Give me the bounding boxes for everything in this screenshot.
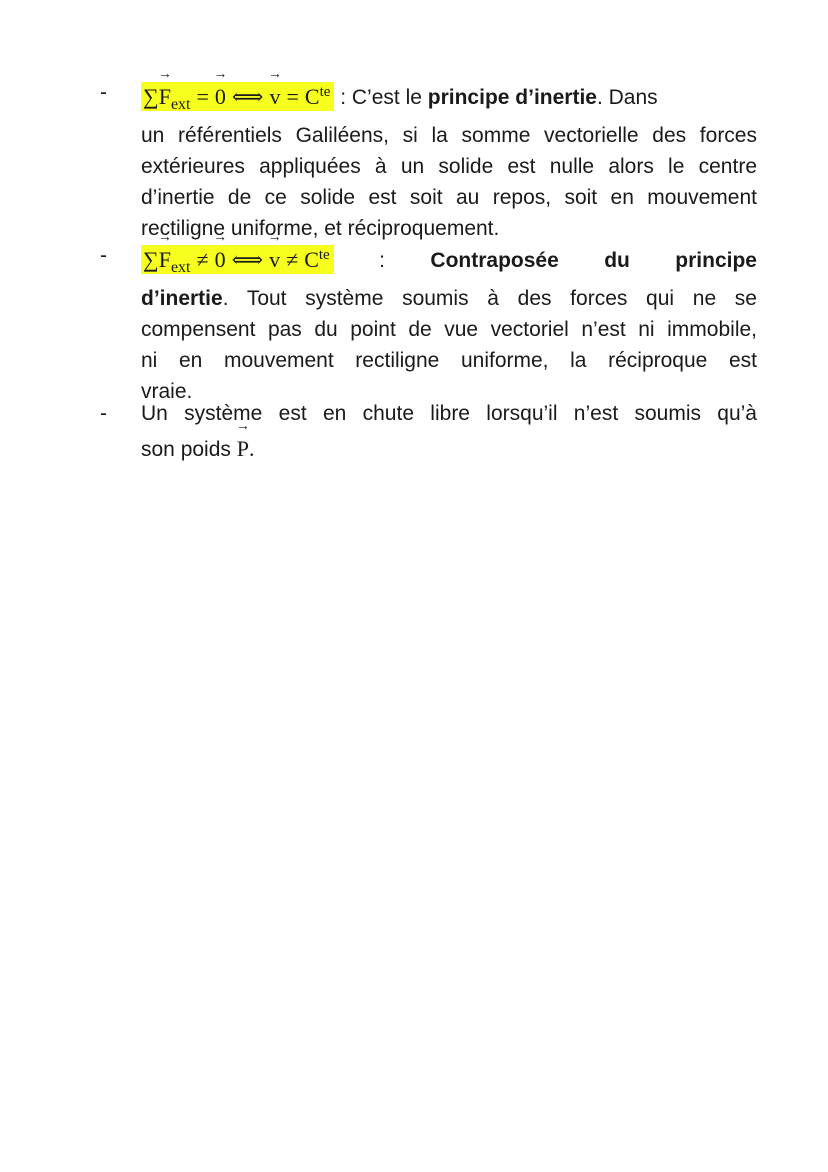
text-line: extérieures appliquées à un solide est nulle alors le centre [141, 155, 757, 178]
equals-sign: = [286, 84, 299, 109]
text-line: ni en mouvement rectiligne uniforme, la réciproque est [141, 349, 757, 372]
force-vector: → F [159, 81, 171, 112]
zero-vector: → 0 [215, 81, 226, 112]
text-line: d’inertie de ce solide est soit au repos, soit en mouvement [141, 186, 757, 209]
bullet-text [141, 398, 757, 465]
force-vector: → F [159, 244, 171, 275]
weight-vector: → P [237, 433, 249, 464]
force-subscript: ext [170, 259, 191, 276]
sum-symbol: ∑ [143, 84, 159, 109]
text-line: rectiligne uniforme, et réciproquement. [141, 217, 500, 240]
constant-symbol: C [304, 247, 319, 272]
velocity-vector: → v [269, 244, 280, 275]
bullet-first-line [141, 240, 757, 283]
text-line [141, 433, 757, 465]
bullet-dash: - [100, 402, 107, 425]
bullet-dash: - [100, 81, 107, 104]
text-line [141, 283, 757, 314]
bullet-first-line [141, 77, 757, 120]
velocity-vector: → v [269, 81, 280, 112]
text-line: vraie. [141, 380, 193, 403]
not-equal-sign: ≠ [196, 247, 209, 272]
equivalence-arrow: ⟺ [231, 247, 264, 272]
constant-superscript: te [318, 247, 330, 263]
highlighted-formula [141, 245, 334, 274]
bullet-text [141, 240, 757, 407]
highlighted-formula [141, 82, 334, 111]
constant-symbol: C [304, 84, 320, 109]
zero-vector: → 0 [215, 244, 226, 275]
bullet-dash: - [100, 244, 107, 267]
text-after-formula: : [333, 249, 431, 272]
equals-sign: = [196, 84, 209, 109]
bold-term: principe d’inertie [427, 86, 597, 109]
bold-term: d’inertie [141, 287, 223, 310]
bold-term: Contraposée du principe [430, 249, 757, 272]
not-equal-sign: ≠ [286, 247, 299, 272]
period: . [248, 436, 255, 461]
bullet-text [141, 77, 757, 244]
constant-superscript: te [319, 84, 331, 100]
equivalence-arrow: ⟺ [231, 84, 264, 109]
text-before-vector: son poids [141, 438, 237, 461]
text-line: Un système est en chute libre lorsqu’il n’est soumis qu’à [141, 402, 757, 425]
text-after-bold: . Tout système soumis à des forces qui ne se [222, 287, 757, 310]
text-line: un référentiels Galiléens, si la somme vectorielle des forces [141, 124, 757, 147]
text-after-formula: : C’est le [334, 86, 428, 109]
text-after-bold: . Dans [596, 86, 658, 109]
text-line: compensent pas du point de vue vectoriel n’est ni immobile, [141, 318, 757, 341]
force-subscript: ext [170, 96, 191, 113]
sum-symbol: ∑ [143, 247, 159, 272]
